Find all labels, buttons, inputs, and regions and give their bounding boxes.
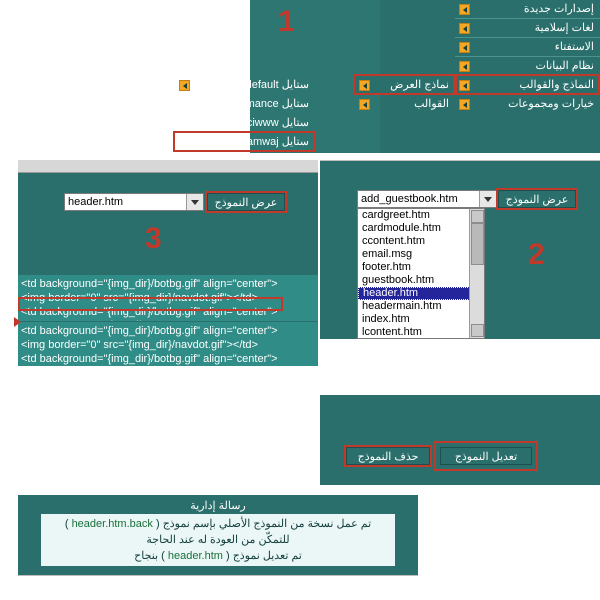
cursor-arrow-icon	[14, 317, 21, 327]
template-code-top[interactable]	[18, 275, 318, 321]
message-line-2: للتمكّن من العودة له عند الحاجة	[146, 534, 290, 546]
style-item-label: ستايل default	[245, 79, 309, 91]
scroll-up-icon[interactable]	[471, 210, 484, 223]
chevron-left-icon	[459, 42, 470, 53]
step-number-2: 2	[528, 238, 545, 271]
submenu-item-label: القوالب	[414, 98, 449, 110]
editor-template-select-value: header.htm	[68, 196, 124, 208]
chevron-left-icon	[459, 4, 470, 15]
code-line	[21, 319, 315, 321]
editor-template-select[interactable]	[64, 193, 204, 211]
chevron-down-icon[interactable]	[479, 191, 496, 207]
sidebar-item-poll[interactable]	[455, 38, 600, 57]
admin-message-box	[40, 513, 396, 567]
sidebar-item-label: النماذج والقوالب	[519, 79, 594, 91]
sidebar-item-islamic-languages[interactable]	[455, 19, 600, 38]
chevron-down-icon[interactable]	[186, 194, 203, 210]
code-line: <td background="{img_dir}/botbg.gif" align="center">	[21, 278, 278, 290]
code-line: <td background="{img_dir}/botbg.gif" align="center">	[21, 353, 278, 365]
preview-template-button-3[interactable]: عرض النموذج	[207, 193, 285, 211]
sidebar-item-new-releases[interactable]	[455, 0, 600, 19]
style-item-amwaj[interactable]	[175, 133, 315, 152]
step-number-1: 1	[278, 5, 295, 38]
sidebar-item-templates[interactable]	[455, 76, 600, 95]
chevron-left-icon	[459, 23, 470, 34]
style-item-default[interactable]	[175, 76, 315, 95]
template-select-value: add_guestbook.htm	[361, 193, 458, 205]
style-item-dciwww[interactable]	[175, 114, 315, 133]
listbox-scrollbar[interactable]	[469, 209, 484, 338]
template-select[interactable]	[357, 190, 497, 208]
message-line-3	[41, 548, 395, 564]
list-item[interactable]: index.htm	[362, 313, 410, 325]
message-template-filename: header.htm	[167, 550, 223, 562]
list-item[interactable]: lcontent.htm	[362, 326, 422, 338]
editor-window-titlebar	[18, 160, 318, 173]
admin-message-title: رسالة إدارية	[190, 500, 246, 512]
sidebar-item-label: إصدارات جديدة	[523, 3, 594, 15]
chevron-left-icon	[179, 80, 190, 91]
scroll-down-icon[interactable]	[471, 324, 484, 337]
submenu-item-label: نماذج العرض	[390, 79, 449, 91]
style-item-label: ستايل dciwww	[240, 117, 309, 129]
template-code-bottom[interactable]	[18, 322, 318, 366]
list-item[interactable]: footer.htm	[362, 261, 411, 273]
sidebar-item-label: الاستفتاء	[554, 41, 594, 53]
message-line-1-prefix: تم عمل نسخة من النموذج الأصلي بإسم نموذج (	[155, 518, 372, 530]
message-line-1	[41, 516, 395, 532]
sidebar-item-data-system[interactable]	[455, 57, 600, 76]
list-item[interactable]: guestbook.htm	[362, 274, 435, 286]
style-item-label: ستايل amwaj	[246, 136, 309, 148]
delete-template-button[interactable]: حذف النموذج	[346, 447, 430, 465]
chevron-left-icon	[359, 99, 370, 110]
chevron-left-icon	[459, 99, 470, 110]
list-item-selected[interactable]: header.htm	[358, 287, 484, 300]
step-number-3: 3	[145, 222, 162, 255]
code-line: <td background="{img_dir}/botbg.gif" align="center">	[21, 306, 278, 318]
code-line: <td background="{img_dir}/botbg.gif" align="center">	[21, 325, 278, 337]
edit-template-button[interactable]: تعديل النموذج	[440, 447, 532, 465]
style-item-label: ستايل romance	[235, 98, 309, 110]
code-line: <img border="0" src="{img_dir}/navdot.gif"></td>	[21, 292, 258, 304]
chevron-left-icon	[459, 80, 470, 91]
submenu-item-display-templates[interactable]	[355, 76, 455, 95]
message-line-1-suffix: )	[64, 518, 69, 530]
divider	[18, 575, 418, 576]
sidebar-item-label: خيارات ومجموعات	[508, 98, 594, 110]
chevron-left-icon	[359, 80, 370, 91]
sidebar-item-label: نظام البيانات	[535, 60, 594, 72]
sidebar-item-options-groups[interactable]	[455, 95, 600, 114]
message-backup-filename: header.htm.back	[71, 518, 153, 530]
sidebar-item-label: لغات إسلامية	[534, 22, 594, 34]
scrollbar-thumb[interactable]	[471, 223, 484, 265]
code-line: <img border="0" src="{img_dir}/navdot.gif"></td>	[21, 339, 258, 351]
list-item[interactable]: email.msg	[362, 248, 413, 260]
list-item[interactable]: cardgreet.htm	[362, 209, 430, 221]
list-item[interactable]: cardmodule.htm	[362, 222, 441, 234]
template-file-listbox[interactable]	[357, 208, 485, 339]
message-line-3-suffix: ) بنجاح	[134, 550, 165, 562]
list-item[interactable]: headermain.htm	[362, 300, 442, 312]
list-item[interactable]: ccontent.htm	[362, 235, 425, 247]
style-item-romance[interactable]	[175, 95, 315, 114]
submenu-item-skins[interactable]	[355, 95, 455, 114]
message-line-3-prefix: تم تعديل نموذج (	[225, 550, 302, 562]
template-actions-panel	[320, 395, 600, 485]
chevron-left-icon	[459, 61, 470, 72]
preview-template-button-2[interactable]: عرض النموذج	[498, 190, 576, 208]
